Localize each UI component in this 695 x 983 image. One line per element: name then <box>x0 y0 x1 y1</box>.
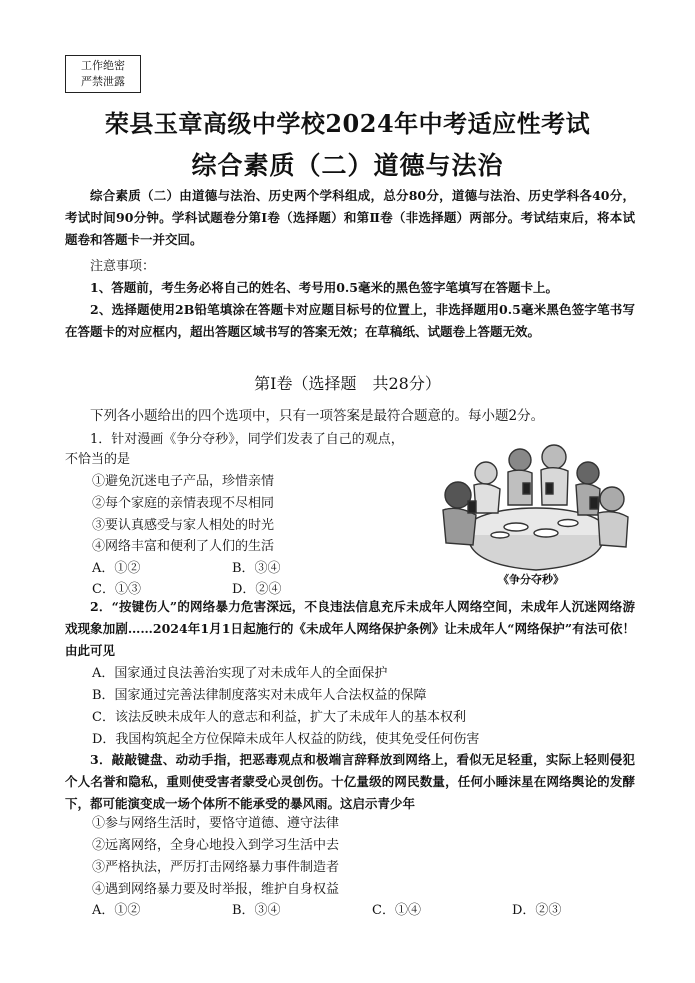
confidential-stamp <box>65 55 141 93</box>
cartoon-caption: 《争分夺秒》 <box>498 573 564 586</box>
q1-stem-line-1: 1．针对漫画《争分夺秒》，同学们发表了自己的观点， <box>90 432 404 447</box>
q3-item-3: ③严格执法，严厉打击网络暴力事件制造者 <box>92 860 340 875</box>
q1-option-d: D．②④ <box>232 582 282 597</box>
q1-option-a: A．①② <box>92 561 141 576</box>
exam-title: 荣县玉章高级中学校2024年中考适应性考试 <box>104 109 591 138</box>
q3-item-4: ④遇到网络暴力要及时举报，维护自身权益 <box>92 882 340 897</box>
q3-item-2: ②远离网络，全身心地投入到学习生活中去 <box>92 838 340 853</box>
q1-item-4: ④网络丰富和便利了人们的生活 <box>92 539 275 554</box>
note-2: 2、选择题使用2B铅笔填涂在答题卡对应题目标号的位置上，非选择题用0.5毫米黑色签字笔书写在答题卡的对应框内，超出答题区域书写的答案无效；在草稿纸、试题卷上答题无效。 <box>65 302 635 339</box>
q2-option-d: D．我国构筑起全方位保障未成年人权益的防线，使其免受任何伤害 <box>92 732 480 747</box>
stamp-line-2: 严禁泄露 <box>81 75 125 88</box>
q1-item-3: ③要认真感受与家人相处的时光 <box>92 518 275 533</box>
section-instruction: 下列各小题给出的四个选项中，只有一项答案是最符合题意的。每小题2分。 <box>90 408 545 424</box>
q2-stem: 2．“按键伤人”的网络暴力危害深远，不良违法信息充斥未成年人网络空间，未成年人沉迷网络游戏现象加剧……2024年1月1日起施行的《未成年人网络保护条例》让未成年人“网络保护”有法可依！由此可见 <box>65 599 635 658</box>
q1-option-b: B．③④ <box>232 561 281 576</box>
stamp-line-1: 工作绝密 <box>81 59 125 72</box>
q1-item-1: ①避免沉迷电子产品，珍惜亲情 <box>92 474 275 489</box>
section-title: 第Ⅰ卷（选择题 共28分） <box>254 374 441 393</box>
note-1: 1、答题前，考生务必将自己的姓名、考号用0.5毫米的黑色签字笔填写在答题卡上。 <box>90 280 558 295</box>
q2-option-b: B．国家通过完善法律制度落实对未成年人合法权益的保障 <box>92 688 427 703</box>
q1-item-2: ②每个家庭的亲情表现不尽相同 <box>92 496 275 511</box>
q1-option-c: C．①③ <box>92 582 141 597</box>
notes-heading: 注意事项： <box>90 259 156 274</box>
q3-option-a: A．①② <box>92 903 141 918</box>
q1-stem-line-2: 不恰当的是 <box>65 452 131 467</box>
q2-option-c: C．该法反映未成年人的意志和利益，扩大了未成年人的基本权利 <box>92 710 466 725</box>
q3-option-d: D．②③ <box>512 903 562 918</box>
exam-subtitle: 综合素质（二）道德与法治 <box>191 151 504 180</box>
q3-option-c: C．①④ <box>372 903 421 918</box>
q3-stem: 3．敲敲键盘、动动手指，把恶毒观点和极端言辞释放到网络上，看似无足轻重，实际上轻则侵犯个人名誉和隐私，重则使受害者蒙受心灵创伤。十亿量级的网民数量，任何小睡沫星在网络舆论的发酵下，都可能演变成一场个体所不能承受的暴风雨。这启示青少年 <box>65 752 635 811</box>
q3-option-b: B．③④ <box>232 903 281 918</box>
cartoon-illustration <box>428 435 633 585</box>
q3-item-1: ①参与网络生活时，要恪守道德、遵守法律 <box>92 816 340 831</box>
q2-option-a: A．国家通过良法善治实现了对未成年人的全面保护 <box>92 666 388 681</box>
intro-paragraph: 综合素质（二）由道德与法治、历史两个学科组成，总分80分，道德与法治、历史学科各40分，考试时间90分钟。学科试题卷分第Ⅰ卷（选择题）和第Ⅱ卷（非选择题）两部分。考试结束后，将本试题卷和答题卡一并交回。 <box>65 188 635 247</box>
